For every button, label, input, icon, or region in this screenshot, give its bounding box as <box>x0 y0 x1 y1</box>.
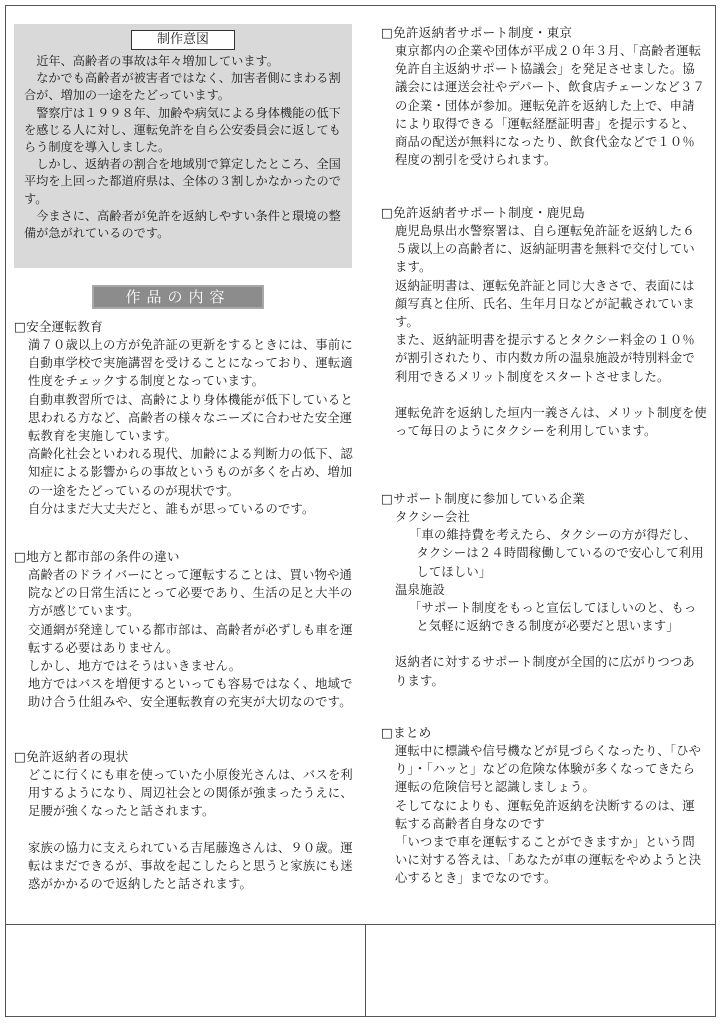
intent-title: 制作意図 <box>131 30 235 50</box>
section-support-tokyo <box>381 24 707 169</box>
bottom-column-divider <box>365 924 366 1017</box>
section-text: 家族の協力に支えられている吉尾藤逸さんは、９０歳。運転はまだできるが、事故を起こしたらと思うと家族にも迷惑がかかるので返納したと話されます。 <box>28 840 353 892</box>
company-quote: 「サポート制度をもっと宣伝してほしいのと、もっと気軽に返納できる制度が必要だと思います」 <box>409 601 697 634</box>
company-label: 温泉施設 <box>395 582 445 597</box>
intent-paragraph: 今まさに、高齢者が免許を返納しやすい条件と環境の整備が急がれているのです。 <box>24 208 341 241</box>
section-support-kagoshima <box>381 204 707 440</box>
section-text: 高齢化社会といわれる現代、加齢による判断力の低下、認知症による影響からの事故というものが多くを占め、増加の一途をたどっているのが現状です。 <box>28 447 353 498</box>
section-text: しかし、地方ではそうはいきません。 <box>28 659 242 674</box>
intent-box <box>14 24 352 268</box>
section-region-difference <box>14 548 360 712</box>
section-heading: □まとめ <box>381 725 432 740</box>
intent-paragraph: 近年、高齢者の事故は年々増加しています。 <box>36 54 279 68</box>
section-text: 運転中に標識や信号機などが見づらくなったり、「ひやり」・「ハッと」などの危険な体験が多くなってきたら運転の危険信号と認識しましょう。 <box>395 744 702 795</box>
intent-paragraph: しかし、返納者の割合を地域別で算定したところ、全国平均を上回った都道府県は、全体の３割しかなかったのです。 <box>24 157 341 206</box>
section-text: 地方ではバスを増便するといっても容易ではなく、地域で助け合う仕組みや、安全運転教育の充実が大切なのです。 <box>28 677 353 710</box>
section-heading: □免許返納者の現状 <box>14 749 129 764</box>
intent-paragraph: なかでも高齢者が被害者ではなく、加害者側にまわる割合が、増加の一途をたどっています。 <box>24 71 341 103</box>
section-text: そしてなによりも、運転免許返納を決断するのは、運転する高齢者自身なのです <box>395 798 695 831</box>
section-text: 東京都内の企業や団体が平成２０年３月、「高齢者運転免許自主返納サポート協議会」を発足させました。協議会には運送会社やデパート、飲食店チェーンなど３７の企業・団体が参加。運転免許を返納した上で、申請により取得できる「運転経歴証明書」を提示すると、商品の配送が無料になったり、飲食代金などで１０％程度の割引を受けられます。 <box>395 44 705 168</box>
section-text: 鹿児島県出水警察署は、自ら運転免許証を返納した６５歳以上の高齢者に、返納証明書を無料で交付しています。 <box>395 224 695 275</box>
section-returners-status <box>14 748 360 893</box>
section-text: 満７０歳以上の方が免許証の更新をするときには、事前に自動車学校で実施講習を受けることになっており、運転適性度をチェックする制度となっています。 <box>28 338 353 389</box>
section-text: 自動車教習所では、高齢により身体機能が低下していると思われる方など、高齢者の様々なニーズに合わせた安全運転教育を実施しています。 <box>28 392 353 444</box>
section-text: 交通網が発達している都市部は、高齢者が必ずしも車を運転する必要はありません。 <box>28 622 353 655</box>
section-text: 返納者に対するサポート制度が全国的に広がりつつあります。 <box>395 655 695 688</box>
section-heading: □地方と都市部の条件の違い <box>14 549 180 564</box>
section-text: 自分はまだ大丈夫だと、誰もが思っているのです。 <box>28 501 315 516</box>
section-heading: □免許返納者サポート制度・鹿児島 <box>381 205 586 220</box>
intent-paragraph: 警察庁は１９９８年、加齢や病気による身体機能の低下を感じる人に対し、運転免許を自ら公安委員会に返してもらう制度を導入しました。 <box>24 105 341 155</box>
company-label: タクシー会社 <box>395 510 470 524</box>
section-heading: □安全運転教育 <box>14 319 103 334</box>
section-participating-companies <box>381 490 707 690</box>
section-text: どこに行くにも車を使っていた小原俊光さんは、バスを利用するようになり、周辺社会との関係が強まったうえに、足腰が強くなったと話されます。 <box>28 768 353 819</box>
section-heading: □免許返納者サポート制度・東京 <box>381 25 573 40</box>
bottom-divider <box>5 924 716 925</box>
section-text: 高齢者のドライバーにとって運転することは、買い物や通院などの日常生活にとって必要であり、生活の足と大半の方が感じています。 <box>28 568 353 619</box>
section-text: 運転免許を返納した垣内一義さんは、メリット制度を使って毎日のようにタクシーを利用しています。 <box>395 405 707 439</box>
section-text: 「いつまで車を運転することができますか」という問いに対する答えは、「あなたが車の運転をやめようと決心するとき」までなのです。 <box>395 835 702 886</box>
section-text: 返納証明書は、運転免許証と同じ大きさで、表面には顔写真と住所、氏名、生年月日などが記載されています。 <box>395 278 695 330</box>
section-safe-driving <box>14 318 360 518</box>
section-summary <box>381 724 707 888</box>
content-banner: 作品の内容 <box>92 285 264 309</box>
section-text: また、返納証明書を提示するとタクシー料金の１０％が割引されたり、市内数カ所の温泉施設が特別料金で利用できるメリット制度をスタートさせました。 <box>395 333 695 384</box>
section-heading: □サポート制度に参加している企業 <box>381 491 586 506</box>
company-quote: 「車の維持費を考えたら、タクシーの方が得だし、タクシーは２４時間稼働しているので安心して利用してほしい」 <box>409 528 704 579</box>
